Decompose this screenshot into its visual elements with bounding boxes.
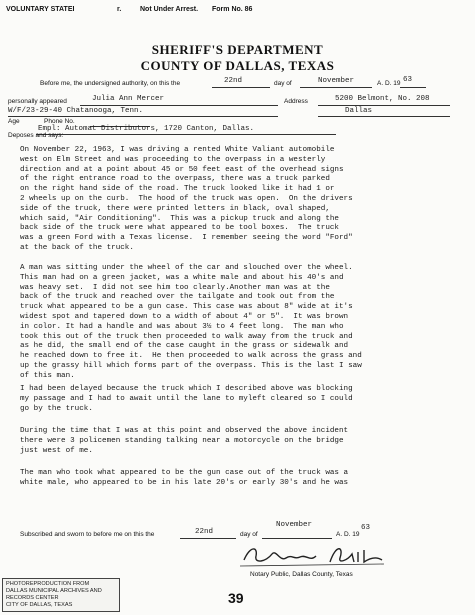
address-value: 5200 Belmont, No. 208	[335, 95, 430, 103]
stamp-line-3: CITY OF DALLAS, TEXAS	[6, 602, 73, 608]
jurat-day-of: day of	[240, 531, 258, 538]
intro-before-me: Before me, the undersigned authority, on this the	[40, 80, 181, 87]
intro-month-underline	[300, 87, 372, 88]
address-underline	[318, 105, 450, 106]
statement-paragraph-4: During the time that I was at this point and observed the above incident there were 3 policemen standing talking near a motorcycle on the bridge just west of me.	[20, 427, 349, 455]
age-label: Age	[8, 118, 20, 125]
header-mark: r.	[117, 6, 122, 13]
statement-paragraph-2: A man was sitting under the wheel of the car and slouched over the wheel. This man had on a green jacket, was a white male and about his 40's and was heavy set. I did not see him too clearly.Another man was at the back of the truck and reached over the tailgate and took out from the truck what appeared to be a gun case. This case was about 8" wide at it's widest spot and tapered down to a width of about 4" or 5". It was brown in color. It had a handle and was about 3½ to 4 feet long. The man who took this out of the truck then proceeded to walk away from the truck and as he did, the small end of the case caught in the grass or sidewalk and he reached down to free it. He then proceeded to walk across the grass and up the grassy hill which forms part of the overpass. This is the last I saw of this man.	[20, 264, 362, 380]
stamp-line-1: PHOTOREPRODUCTION FROM	[6, 581, 90, 587]
jurat-ad: A. D. 19	[336, 531, 360, 538]
city-value: Dallas	[345, 107, 373, 115]
intro-day-value: 22nd	[224, 77, 243, 85]
deposes-label: Deposes and says:	[8, 132, 64, 139]
statement-paragraph-1: On November 22, 1963, I was driving a rented White Valiant automobile west on Elm Street and was proceeding to the overpass in a westerly direction and at a point about 45 or 50 feet east of the overhead signs of the right entrance road to the overpass, there was a truck parked on the right hand side of the road. The truck looked like it had 1 or 2 wheels up on the curb. The hood of the truck was open. On the drivers side of the truck, there were printed letters in black, oval shaped, which said, "Air Conditioning". This was a pickup truck and along the back side of the truck were what appeared to be tool boxes. The truck was a green Ford with a Texas license. I remember seeing the word "Ford" at the back of the truck.	[20, 146, 353, 252]
header-not-under-arrest: Not Under Arrest.	[140, 6, 199, 13]
title-department: SHERIFF'S DEPARTMENT	[151, 42, 324, 57]
person-line2-value: W/F/23-29-40 Chatanooga, Tenn.	[8, 107, 144, 115]
intro-day-of: day of	[274, 80, 292, 87]
person-line2-underline	[8, 116, 278, 117]
intro-ad: A. D. 19	[377, 80, 401, 87]
jurat-month-underline	[262, 538, 332, 539]
intro-year-value: 63	[403, 76, 413, 84]
person-name-value: Julia Ann Mercer	[92, 95, 165, 103]
employment-value: Empl: Automat Distributors, 1720 Canton, Dallas.	[38, 125, 255, 133]
person-name-underline	[80, 105, 278, 106]
header-voluntary: VOLUNTARY STATEI	[6, 6, 75, 13]
jurat-day-value: 22nd	[195, 528, 214, 536]
stamp-line-2: DALLAS MUNICIPAL ARCHIVES AND RECORDS CENTER	[6, 588, 102, 601]
phone-label: Phone No.	[44, 118, 75, 125]
jurat-day-underline	[180, 538, 236, 539]
statement-paragraph-3: I had been delayed because the truck which I described above was blocking my passage and I had to await until the lane to myleft cleared so I could go by the truck.	[20, 385, 353, 413]
notary-signature	[236, 540, 386, 570]
title-county: COUNTY OF DALLAS, TEXAS	[140, 58, 335, 73]
employment-underline	[36, 134, 336, 135]
intro-day-underline	[212, 87, 270, 88]
statement-paragraph-5: The man who took what appeared to be the gun case out of the truck was a white male, who appeared to be in his late 20's or early 30's and he was	[20, 469, 349, 487]
header-form-no: Form No. 86	[212, 6, 253, 13]
person-label: personally appeared	[8, 98, 67, 105]
jurat-month-value: November	[276, 521, 313, 529]
intro-month-value: November	[318, 77, 355, 85]
city-underline	[318, 116, 450, 117]
address-label: Address	[284, 98, 308, 105]
archive-stamp	[2, 578, 120, 612]
page-number: 39	[228, 590, 244, 606]
jurat-year-value: 63	[361, 524, 371, 532]
notary-caption: Notary Public, Dallas County, Texas	[250, 571, 353, 578]
jurat-subscribed: Subscribed and sworn to before me on this the	[20, 531, 155, 538]
intro-year-underline	[400, 87, 426, 88]
